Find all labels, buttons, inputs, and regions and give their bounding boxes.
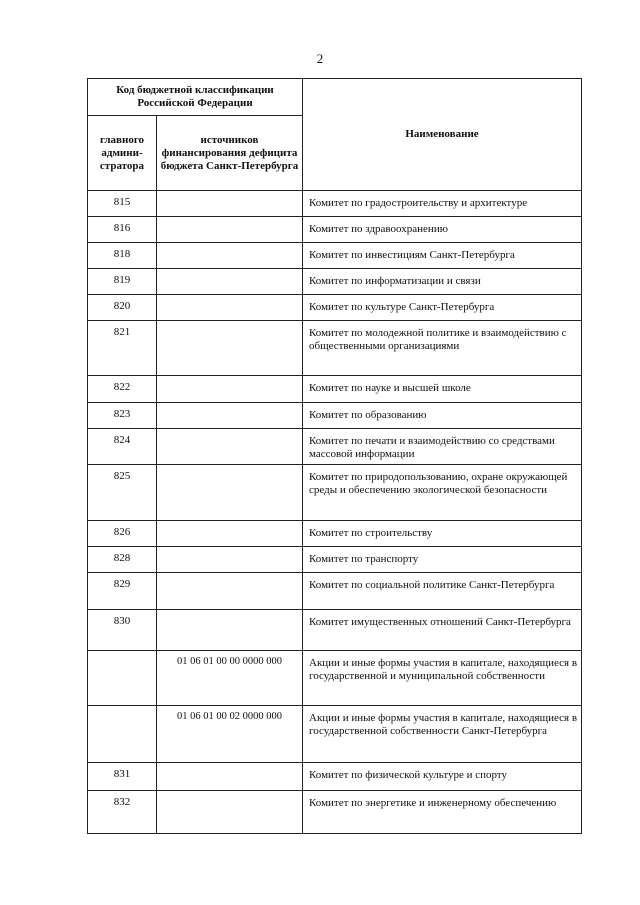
source-code-cell: [157, 610, 303, 651]
name-cell: Комитет по инвестициям Санкт-Петербурга: [303, 243, 582, 269]
admin-code-cell: 826: [88, 521, 157, 547]
source-code-cell: [157, 573, 303, 610]
source-code-cell: 01 06 01 00 00 0000 000: [157, 651, 303, 706]
admin-code-cell: [88, 706, 157, 763]
header-name: Наименование: [303, 79, 582, 191]
admin-code-cell: 819: [88, 269, 157, 295]
source-code-cell: [157, 521, 303, 547]
source-code-cell: [157, 791, 303, 834]
source-code-cell: [157, 295, 303, 321]
source-code-cell: [157, 269, 303, 295]
name-cell: Комитет по печати и взаимодействию со средствами массовой информации: [303, 429, 582, 465]
admin-code-cell: 824: [88, 429, 157, 465]
admin-code-cell: 829: [88, 573, 157, 610]
name-cell: Комитет по культуре Санкт-Петербурга: [303, 295, 582, 321]
name-cell: Акции и иные формы участия в капитале, находящиеся в государственной собственности Санкт-Петербурга: [303, 706, 582, 763]
source-code-cell: [157, 429, 303, 465]
source-code-cell: [157, 243, 303, 269]
name-cell: Акции и иные формы участия в капитале, находящиеся в государственной и муниципальной собственности: [303, 651, 582, 706]
table-row: [88, 791, 582, 834]
admin-code-cell: 816: [88, 217, 157, 243]
source-code-cell: [157, 465, 303, 521]
admin-code-cell: 825: [88, 465, 157, 521]
admin-code-cell: 832: [88, 791, 157, 834]
source-code-cell: 01 06 01 00 02 0000 000: [157, 706, 303, 763]
table-row: [88, 651, 582, 706]
name-cell: Комитет по образованию: [303, 403, 582, 429]
table-row: [88, 706, 582, 763]
header-admin: главного админи-стратора: [88, 116, 157, 191]
table-row: [88, 269, 582, 295]
table-row: [88, 243, 582, 269]
source-code-cell: [157, 321, 303, 376]
source-code-cell: [157, 376, 303, 403]
source-code-cell: [157, 403, 303, 429]
admin-code-cell: 818: [88, 243, 157, 269]
source-code-cell: [157, 191, 303, 217]
admin-code-cell: 828: [88, 547, 157, 573]
name-cell: Комитет по физической культуре и спорту: [303, 763, 582, 791]
header-source: источников финансирования дефицита бюджета Санкт-Петербурга: [157, 116, 303, 191]
table-row: [88, 376, 582, 403]
table-row: [88, 763, 582, 791]
source-code-cell: [157, 763, 303, 791]
admin-code-cell: 822: [88, 376, 157, 403]
name-cell: Комитет по информатизации и связи: [303, 269, 582, 295]
table-row: [88, 547, 582, 573]
name-cell: Комитет по молодежной политике и взаимодействию с общественными организациями: [303, 321, 582, 376]
table-row: [88, 217, 582, 243]
table-row: [88, 191, 582, 217]
page-number: 2: [316, 51, 324, 66]
table-row: [88, 465, 582, 521]
name-cell: Комитет по здравоохранению: [303, 217, 582, 243]
name-cell: Комитет по природопользованию, охране окружающей среды и обеспечению экологической безопасности: [303, 465, 582, 521]
source-code-cell: [157, 217, 303, 243]
table-row: [88, 610, 582, 651]
admin-code-cell: 831: [88, 763, 157, 791]
name-cell: Комитет по транспорту: [303, 547, 582, 573]
admin-code-cell: 815: [88, 191, 157, 217]
table-row: [88, 295, 582, 321]
table-row: [88, 429, 582, 465]
admin-code-cell: 821: [88, 321, 157, 376]
admin-code-cell: [88, 651, 157, 706]
table-row: [88, 521, 582, 547]
name-cell: Комитет по науке и высшей школе: [303, 376, 582, 403]
name-cell: Комитет по строительству: [303, 521, 582, 547]
name-cell: Комитет по социальной политике Санкт-Петербурга: [303, 573, 582, 610]
source-code-cell: [157, 547, 303, 573]
table-row: [88, 573, 582, 610]
name-cell: Комитет по энергетике и инженерному обеспечению: [303, 791, 582, 834]
header-group: Код бюджетной классификации Российской Федерации: [88, 79, 303, 116]
budget-classification-table: [87, 78, 582, 834]
table-row: [88, 403, 582, 429]
admin-code-cell: 823: [88, 403, 157, 429]
admin-code-cell: 830: [88, 610, 157, 651]
admin-code-cell: 820: [88, 295, 157, 321]
name-cell: Комитет имущественных отношений Санкт-Петербурга: [303, 610, 582, 651]
name-cell: Комитет по градостроительству и архитектуре: [303, 191, 582, 217]
table-row: [88, 321, 582, 376]
